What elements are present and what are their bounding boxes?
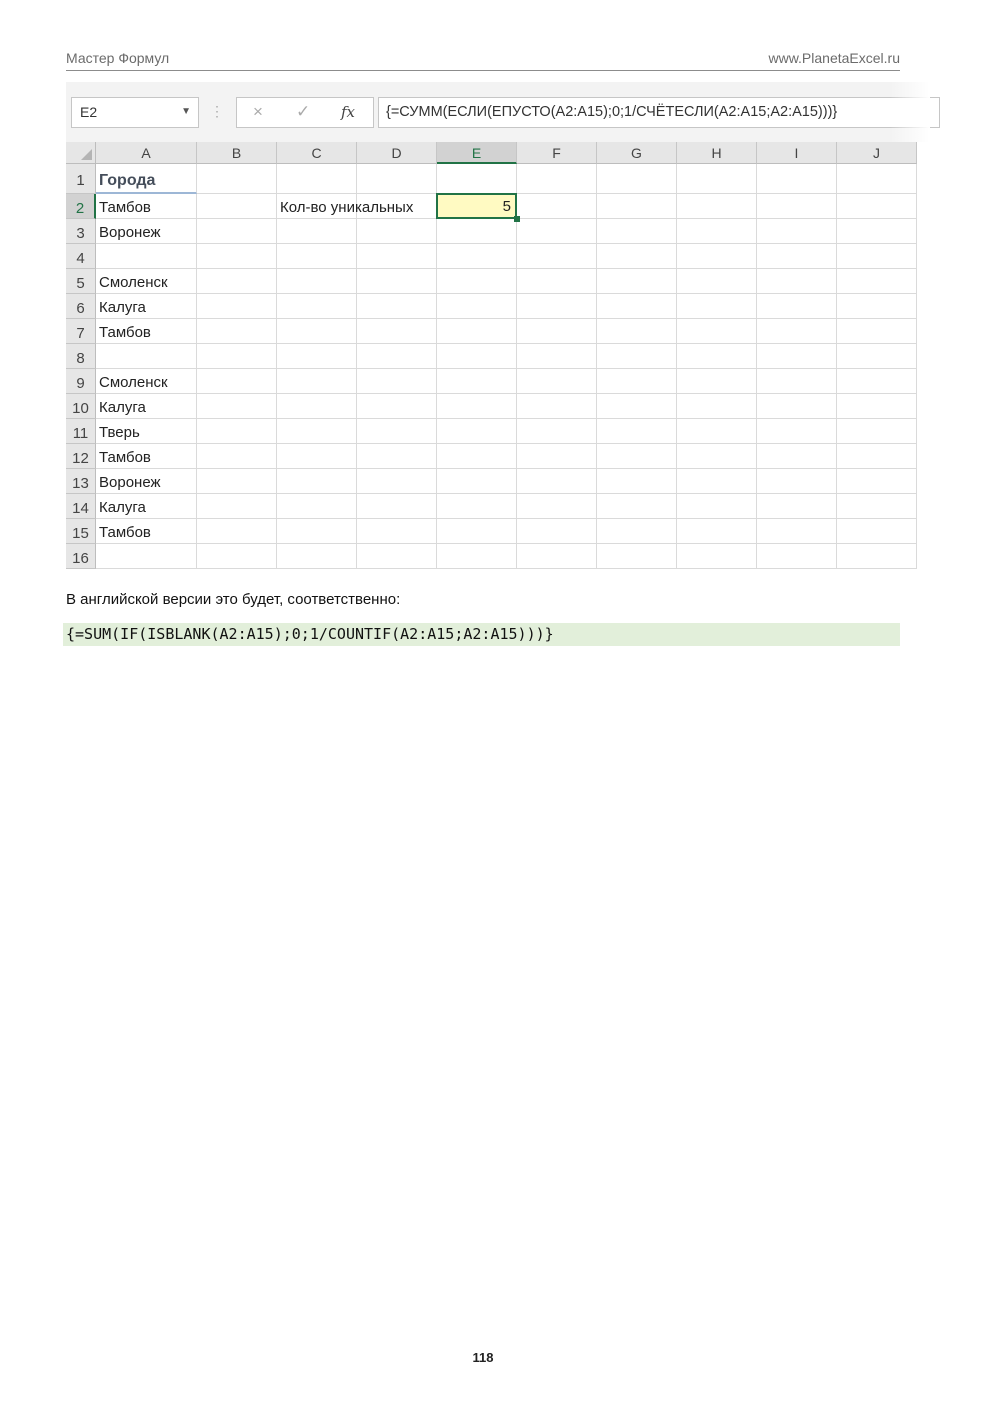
cell-text: Кол-во уникальных [280, 199, 414, 216]
column-header-c[interactable]: C [277, 142, 357, 164]
cell-i9[interactable] [757, 369, 837, 394]
cell-d4[interactable] [357, 244, 437, 269]
cell-g10[interactable] [597, 394, 677, 419]
cell-h9[interactable] [677, 369, 757, 394]
cell-c6[interactable] [277, 294, 357, 319]
cell-d9[interactable] [357, 369, 437, 394]
cell-i14[interactable] [757, 494, 837, 519]
cell-d11[interactable] [357, 419, 437, 444]
cell-g5[interactable] [597, 269, 677, 294]
cell-a5[interactable] [96, 269, 197, 294]
row-header-14[interactable]: 14 [66, 494, 96, 519]
english-version-intro: В английской версии это будет, соответственно: [66, 591, 401, 608]
cell-text: Города [99, 172, 156, 189]
cell-i12[interactable] [757, 444, 837, 469]
cell-f6[interactable] [517, 294, 597, 319]
cell-g8[interactable] [597, 344, 677, 369]
cell-e8[interactable] [437, 344, 517, 369]
cell-g3[interactable] [597, 219, 677, 244]
cell-c12[interactable] [277, 444, 357, 469]
cell-i5[interactable] [757, 269, 837, 294]
cell-i4[interactable] [757, 244, 837, 269]
cell-text: Воронеж [99, 224, 161, 241]
cell-h7[interactable] [677, 319, 757, 344]
name-box-value: E2 [80, 104, 98, 120]
cell-d15[interactable] [357, 519, 437, 544]
cell-e11[interactable] [437, 419, 517, 444]
cell-j3[interactable] [837, 219, 917, 244]
cell-h10[interactable] [677, 394, 757, 419]
cell-f14[interactable] [517, 494, 597, 519]
cell-c5[interactable] [277, 269, 357, 294]
cell-text: Калуга [99, 499, 146, 516]
cell-text: Тамбов [99, 324, 151, 341]
cell-a14[interactable] [96, 494, 197, 519]
formula-bar [66, 82, 928, 142]
cell-j15[interactable] [837, 519, 917, 544]
cell-a13[interactable] [96, 469, 197, 494]
cell-g15[interactable] [597, 519, 677, 544]
cell-a12[interactable] [96, 444, 197, 469]
cell-i6[interactable] [757, 294, 837, 319]
cell-h8[interactable] [677, 344, 757, 369]
column-header-d[interactable]: D [357, 142, 437, 164]
cell-text: Калуга [99, 299, 146, 316]
cell-j12[interactable] [837, 444, 917, 469]
cell-f12[interactable] [517, 444, 597, 469]
cell-h6[interactable] [677, 294, 757, 319]
cell-a4[interactable] [96, 244, 197, 269]
cell-g9[interactable] [597, 369, 677, 394]
cell-b16[interactable] [197, 544, 277, 569]
cell-b8[interactable] [197, 344, 277, 369]
cell-b3[interactable] [197, 219, 277, 244]
cell-b14[interactable] [197, 494, 277, 519]
cell-a7[interactable] [96, 319, 197, 344]
cell-b9[interactable] [197, 369, 277, 394]
cell-i1[interactable] [757, 164, 837, 194]
cell-f3[interactable] [517, 219, 597, 244]
cell-c8[interactable] [277, 344, 357, 369]
cell-e6[interactable] [437, 294, 517, 319]
cell-f1[interactable] [517, 164, 597, 194]
cell-g12[interactable] [597, 444, 677, 469]
cell-g13[interactable] [597, 469, 677, 494]
cell-j4[interactable] [837, 244, 917, 269]
page-number: 118 [472, 1350, 494, 1365]
cell-f16[interactable] [517, 544, 597, 569]
cell-a8[interactable] [96, 344, 197, 369]
cell-b4[interactable] [197, 244, 277, 269]
cell-i15[interactable] [757, 519, 837, 544]
cell-e5[interactable] [437, 269, 517, 294]
cell-a15[interactable] [96, 519, 197, 544]
insert-function-icon[interactable]: fx [341, 103, 356, 121]
cell-j9[interactable] [837, 369, 917, 394]
row-header-9[interactable]: 9 [66, 369, 96, 394]
formula-input[interactable] [378, 97, 940, 128]
row-header-1[interactable]: 1 [66, 164, 96, 194]
cell-h4[interactable] [677, 244, 757, 269]
cell-d6[interactable] [357, 294, 437, 319]
cell-c14[interactable] [277, 494, 357, 519]
row-header-5[interactable]: 5 [66, 269, 96, 294]
cell-i16[interactable] [757, 544, 837, 569]
cell-j14[interactable] [837, 494, 917, 519]
cell-h11[interactable] [677, 419, 757, 444]
cell-h14[interactable] [677, 494, 757, 519]
cell-h13[interactable] [677, 469, 757, 494]
cell-b11[interactable] [197, 419, 277, 444]
cell-j10[interactable] [837, 394, 917, 419]
cell-g6[interactable] [597, 294, 677, 319]
cell-f8[interactable] [517, 344, 597, 369]
row-header-7[interactable]: 7 [66, 319, 96, 344]
cell-text: Тамбов [99, 449, 151, 466]
cell-e4[interactable] [437, 244, 517, 269]
cell-d14[interactable] [357, 494, 437, 519]
cell-g1[interactable] [597, 164, 677, 194]
header-site-url[interactable]: www.PlanetaExcel.ru [768, 50, 900, 66]
cell-h12[interactable] [677, 444, 757, 469]
cell-c2[interactable] [277, 194, 414, 219]
cell-a1[interactable] [96, 164, 197, 194]
cell-e9[interactable] [437, 369, 517, 394]
column-header-e[interactable]: E [437, 142, 517, 164]
cell-b13[interactable] [197, 469, 277, 494]
cell-d8[interactable] [357, 344, 437, 369]
cell-j16[interactable] [837, 544, 917, 569]
cell-g11[interactable] [597, 419, 677, 444]
excel-screenshot [66, 82, 928, 574]
cell-a6[interactable] [96, 294, 197, 319]
header-title: Мастер Формул [66, 50, 170, 66]
column-header-g[interactable]: G [597, 142, 677, 164]
formula-buttons [236, 97, 374, 128]
cell-c11[interactable] [277, 419, 357, 444]
fill-handle[interactable] [514, 216, 520, 222]
cell-d5[interactable] [357, 269, 437, 294]
cell-c10[interactable] [277, 394, 357, 419]
column-header-i[interactable]: I [757, 142, 837, 164]
cell-e13[interactable] [437, 469, 517, 494]
cell-text: Тверь [99, 424, 140, 441]
column-header-f[interactable]: F [517, 142, 597, 164]
cell-d3[interactable] [357, 219, 437, 244]
cell-h16[interactable] [677, 544, 757, 569]
row-header-10[interactable]: 10 [66, 394, 96, 419]
cell-b1[interactable] [197, 164, 277, 194]
cell-d10[interactable] [357, 394, 437, 419]
cell-c13[interactable] [277, 469, 357, 494]
cell-i10[interactable] [757, 394, 837, 419]
cell-a11[interactable] [96, 419, 197, 444]
cell-a3[interactable] [96, 219, 197, 244]
column-header-j[interactable]: J [837, 142, 917, 164]
cell-text: Воронеж [99, 474, 161, 491]
more-options-icon[interactable]: ⋮ [210, 103, 224, 119]
cell-text: Тамбов [99, 199, 151, 216]
cell-text: Смоленск [99, 374, 168, 391]
cell-e15[interactable] [437, 519, 517, 544]
cell-f7[interactable] [517, 319, 597, 344]
cell-a9[interactable] [96, 369, 197, 394]
cell-d7[interactable] [357, 319, 437, 344]
cell-i11[interactable] [757, 419, 837, 444]
cell-c4[interactable] [277, 244, 357, 269]
row-header-6[interactable]: 6 [66, 294, 96, 319]
cell-b12[interactable] [197, 444, 277, 469]
english-formula-text: {=SUM(IF(ISBLANK(A2:A15);0;1/COUNTIF(A2:A15;A2:A15)))} [66, 625, 554, 643]
cell-b15[interactable] [197, 519, 277, 544]
cell-g2[interactable] [597, 194, 677, 219]
cell-c15[interactable] [277, 519, 357, 544]
select-all-button[interactable] [66, 142, 96, 164]
row-header-11[interactable]: 11 [66, 419, 96, 444]
cell-j11[interactable] [837, 419, 917, 444]
cell-h15[interactable] [677, 519, 757, 544]
cell-c7[interactable] [277, 319, 357, 344]
cell-e14[interactable] [437, 494, 517, 519]
english-formula-block [63, 623, 900, 646]
row-header-8[interactable]: 8 [66, 344, 96, 369]
cell-i2[interactable] [757, 194, 837, 219]
cell-j6[interactable] [837, 294, 917, 319]
cell-g7[interactable] [597, 319, 677, 344]
cell-b6[interactable] [197, 294, 277, 319]
cell-b10[interactable] [197, 394, 277, 419]
cell-a10[interactable] [96, 394, 197, 419]
cell-f2[interactable] [517, 194, 597, 219]
cell-c1[interactable] [277, 164, 357, 194]
cell-f9[interactable] [517, 369, 597, 394]
cell-b5[interactable] [197, 269, 277, 294]
cell-e12[interactable] [437, 444, 517, 469]
cell-c3[interactable] [277, 219, 357, 244]
cell-text: Тамбов [99, 524, 151, 541]
cell-f10[interactable] [517, 394, 597, 419]
cell-i8[interactable] [757, 344, 837, 369]
cell-b7[interactable] [197, 319, 277, 344]
chevron-down-icon[interactable]: ▼ [181, 106, 191, 117]
cell-g16[interactable] [597, 544, 677, 569]
formula-text: {=СУММ(ЕСЛИ(ЕПУСТО(A2:A15);0;1/СЧЁТЕСЛИ(A2:A15;A2:A15)))} [386, 104, 838, 120]
cell-c9[interactable] [277, 369, 357, 394]
cell-f5[interactable] [517, 269, 597, 294]
cell-h3[interactable] [677, 219, 757, 244]
cell-i3[interactable] [757, 219, 837, 244]
checkmark-icon[interactable]: ✓ [296, 102, 311, 121]
column-header-h[interactable]: H [677, 142, 757, 164]
cell-h1[interactable] [677, 164, 757, 194]
cell-e7[interactable] [437, 319, 517, 344]
cell-c16[interactable] [277, 544, 357, 569]
cell-a2[interactable] [96, 194, 197, 219]
column-header-a[interactable]: A [96, 142, 197, 164]
cell-f11[interactable] [517, 419, 597, 444]
row-header-4[interactable]: 4 [66, 244, 96, 269]
cell-j7[interactable] [837, 319, 917, 344]
cell-d12[interactable] [357, 444, 437, 469]
cell-j1[interactable] [837, 164, 917, 194]
cell-e16[interactable] [437, 544, 517, 569]
cell-e10[interactable] [437, 394, 517, 419]
row-header-2[interactable]: 2 [66, 194, 96, 219]
name-box[interactable] [71, 97, 199, 128]
row-header-12[interactable]: 12 [66, 444, 96, 469]
cell-a16[interactable] [96, 544, 197, 569]
cell-i7[interactable] [757, 319, 837, 344]
cell-d13[interactable] [357, 469, 437, 494]
column-header-b[interactable]: B [197, 142, 277, 164]
cell-i13[interactable] [757, 469, 837, 494]
cell-h5[interactable] [677, 269, 757, 294]
cell-e2[interactable] [436, 193, 517, 219]
cell-e1[interactable] [437, 164, 517, 194]
cell-j8[interactable] [837, 344, 917, 369]
cell-j5[interactable] [837, 269, 917, 294]
cell-text: Калуга [99, 399, 146, 416]
cell-f15[interactable] [517, 519, 597, 544]
cell-j13[interactable] [837, 469, 917, 494]
row-header-16[interactable]: 16 [66, 544, 96, 569]
cell-text: 5 [502, 198, 511, 215]
cell-b2[interactable] [197, 194, 277, 219]
row-header-13[interactable]: 13 [66, 469, 96, 494]
cell-text: Смоленск [99, 274, 168, 291]
page-header [66, 48, 900, 71]
cell-e3[interactable] [437, 219, 517, 244]
cell-f4[interactable] [517, 244, 597, 269]
cell-d16[interactable] [357, 544, 437, 569]
cell-j2[interactable] [837, 194, 917, 219]
cell-f13[interactable] [517, 469, 597, 494]
row-header-3[interactable]: 3 [66, 219, 96, 244]
cancel-icon[interactable]: × [253, 102, 263, 121]
cell-g4[interactable] [597, 244, 677, 269]
cell-g14[interactable] [597, 494, 677, 519]
cell-h2[interactable] [677, 194, 757, 219]
cell-d1[interactable] [357, 164, 437, 194]
row-header-15[interactable]: 15 [66, 519, 96, 544]
